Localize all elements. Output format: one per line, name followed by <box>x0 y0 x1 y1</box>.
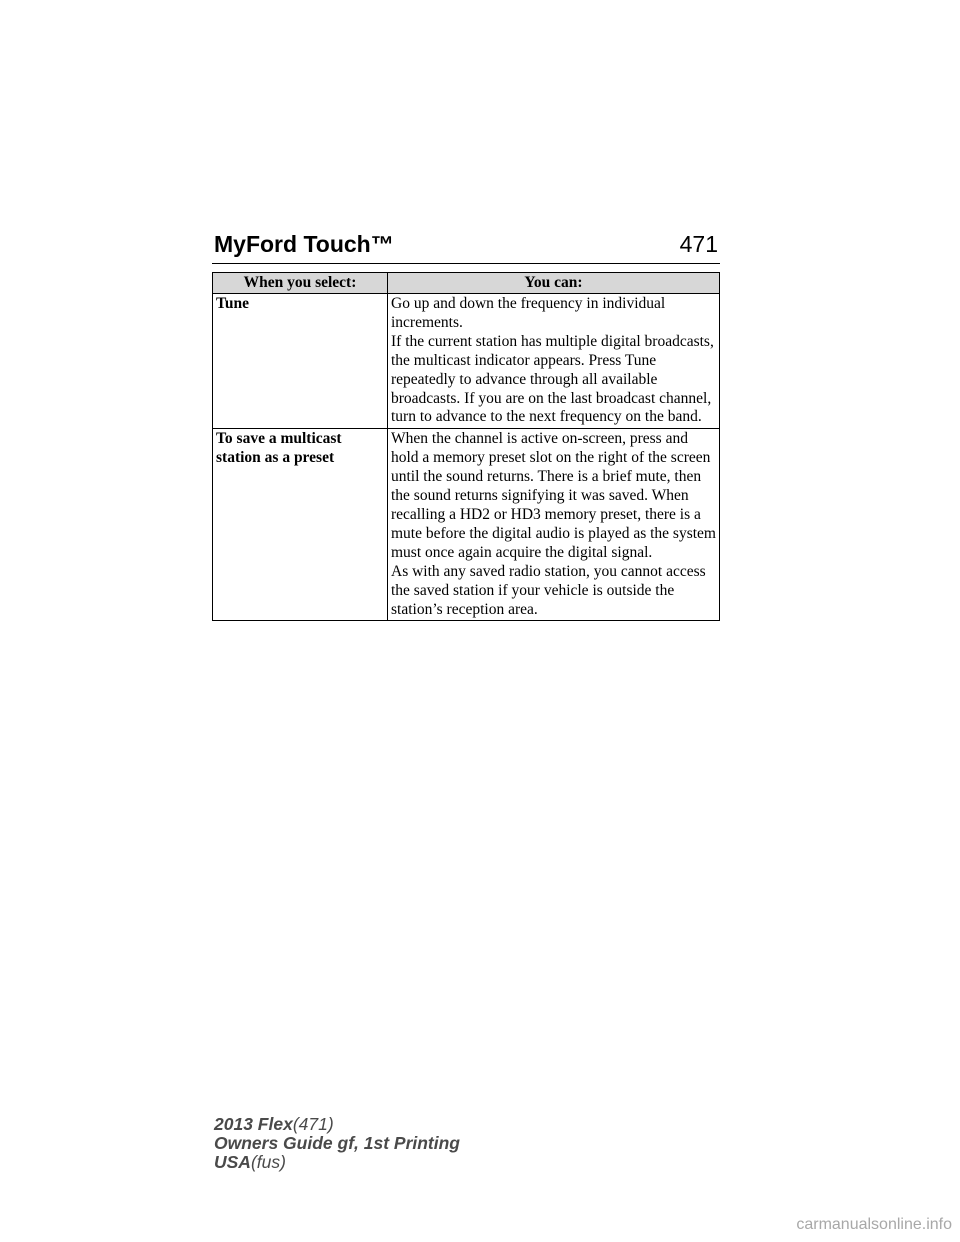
table-row-tune <box>213 294 720 429</box>
table-row-multicast-preset <box>213 429 720 621</box>
controls-table <box>212 272 720 621</box>
row-description <box>388 294 720 429</box>
page-header <box>212 229 720 264</box>
row-label: To save a multicast station as a preset <box>213 429 388 621</box>
row-label: Tune <box>213 294 388 429</box>
description-paragraph: When the channel is active on-screen, press and hold a memory preset slot on the right of the screen until the sound returns. There is a brief mute, then the sound returns signifying it was saved. When recalling a HD2 or HD3 memory preset, there is a mute before the digital audio is played as the system must once again acquire the digital signal. <box>391 430 716 561</box>
description-paragraph: If the current station has multiple digital broadcasts, the multicast indicator appears. Press Tune repeatedly to advance through all available broadcasts. If you are on the last broadcast channel, turn to advance to the next frequency on the band. <box>391 332 714 426</box>
footer-line-edition: Owners Guide gf, 1st Printing <box>214 1133 460 1153</box>
column-header-select: When you select: <box>213 273 388 294</box>
watermark-text: carmanualsonline.info <box>796 1216 952 1233</box>
table-header-row <box>213 273 720 294</box>
row-description <box>388 429 720 621</box>
footer-line-market: USA(fus) <box>214 1152 286 1172</box>
section-title: MyFord Touch™ <box>214 231 394 257</box>
column-header-can: You can: <box>388 273 720 294</box>
description-paragraph: Go up and down the frequency in individual increments. <box>391 295 666 331</box>
print-footer <box>214 1115 460 1172</box>
description-paragraph: As with any saved radio station, you cannot access the saved station if your vehicle is outside the station’s reception area. <box>391 562 706 618</box>
page-number: 471 <box>679 231 718 257</box>
footer-line-model: 2013 Flex(471) <box>214 1114 334 1134</box>
